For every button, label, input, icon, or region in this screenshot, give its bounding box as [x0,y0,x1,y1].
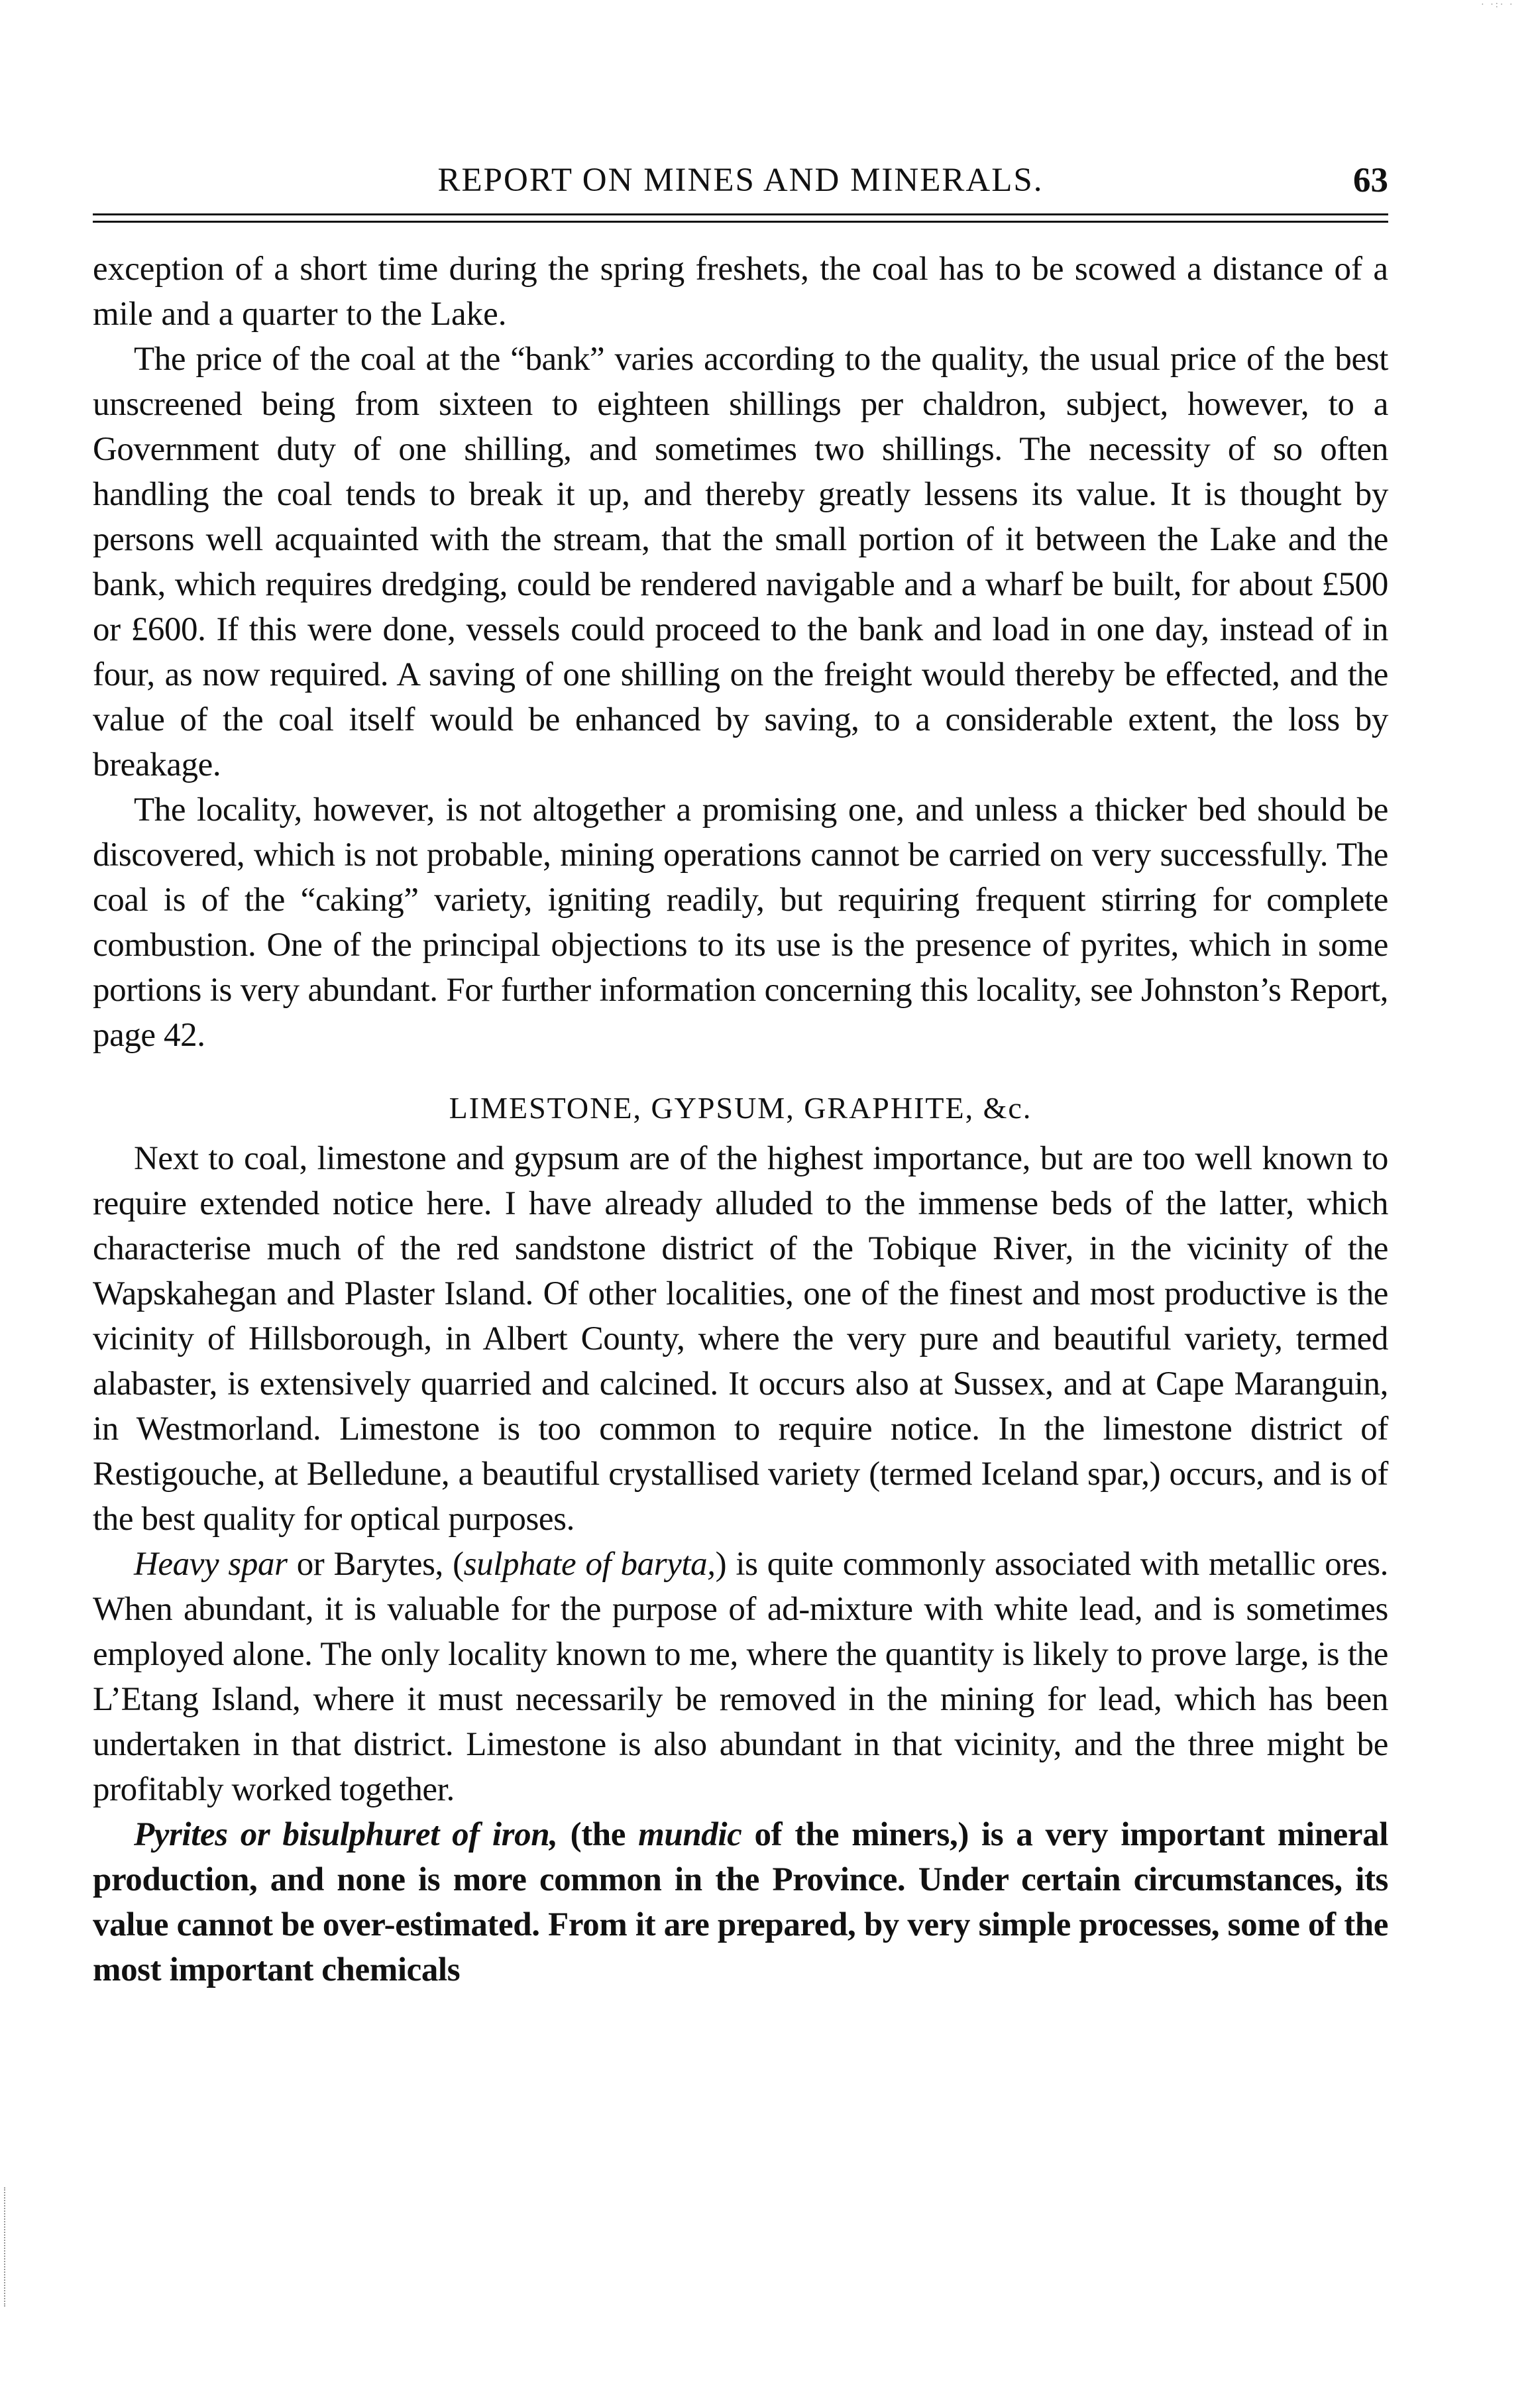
section-heading: LIMESTONE, GYPSUM, GRAPHITE, &c. [449,1091,1032,1125]
paragraph-coal-price: The price of the coal at the “bank” varies according to the quality, the usual price of the best unscreened being from sixteen to eighteen shillings per chaldron, subject, however, to a Government duty of one shilling, and sometimes two shillings. The necessity of so often handling the coal tends to break it up, and thereby greatly lessens its value. It is thought by persons well acquainted with the stream, that the small portion of it between the Lake and the bank, which requires dredging, could be rendered navigable and a wharf be built, for about £500 or £600. If this were done, vessels could proceed to the bank and load in one day, instead of in four, as now required. A saving of one shilling on the freight would thereby be effected, and the value of the coal itself would be enhanced by saving, to a considerable extent, the loss by breakage. [93,341,1388,783]
term-heavy-spar: Heavy spar [134,1546,288,1583]
term-mundic: mundic [638,1816,742,1853]
heavy-spar-mid: or Barytes, ( [287,1546,464,1583]
pyrites-mid: (the [557,1816,639,1853]
term-pyrites: Pyrites or bisulphuret of iron, [134,1816,558,1853]
header-rule-bottom [93,221,1388,223]
paragraph-continuation: exception of a short time during the spring freshets, the coal has to be scowed a distance of a mile and a quarter to the Lake. [93,251,1388,333]
page-number: 63 [1353,161,1388,200]
pyrites-text: of the miners,) is a very important mineral production, and none is more common in the Province. Under certain circumstances, its value cannot be over-estimated. From it are prepared, by very simple processes, some of the most important chemicals [93,1816,1388,1988]
paragraph-pyrites [93,1812,1388,1992]
paragraph-heavy-spar [93,1542,1388,1812]
paragraph-limestone-gypsum: Next to coal, limestone and gypsum are of the highest importance, but are too well known to require extended notice here. I have already alluded to the immense beds of the latter, which characterise much of the red sandstone district of the Tobique River, in the vicinity of the Wapskahegan and Plaster Island. Of other localities, one of the finest and most productive is the vicinity of Hillsborough, in Albert County, where the very pure and beautiful variety, termed alabaster, is extensively quarried and calcined. It occurs also at Sussex, and at Cape Maranguin, in Westmorland. Limestone is too common to require notice. In the limestone district of Restigouche, at Belledune, a beautiful crystallised variety (termed Iceland spar,) occurs, and is of the best quality for optical purposes. [93,1140,1388,1538]
corner-specks: · ·:· · [1481,0,1515,10]
header-rule-top [93,213,1388,215]
running-title: REPORT ON MINES AND MINERALS. [437,162,1044,199]
margin-marks [4,2187,13,2307]
heavy-spar-text: ) is quite commonly associated with metallic ores. When abundant, it is valuable for the purpose of ad-mixture with white lead, and is sometimes employed alone. The only locality known to me, where the quantity is likely to prove large, is the L’Etang Island, where it must necessarily be removed in the mining for lead, which has been undertaken in that district. Limestone is also abundant in that vicinity, and the three might be profitably worked together. [93,1546,1388,1808]
term-sulphate-of-baryta: sulphate of baryta, [463,1546,716,1583]
body-text [93,247,1388,1992]
running-head [93,154,1388,207]
paragraph-locality: The locality, however, is not altogether a promising one, and unless a thicker bed should be discovered, which is not probable, mining operations cannot be carried on very successfully. The coal is of the “caking” variety, igniting readily, but requiring frequent stirring for complete combustion. One of the principal objections to its use is the presence of pyrites, which in some portions is very abundant. For further information concerning this locality, see Johnston’s Report, page 42. [93,791,1388,1054]
